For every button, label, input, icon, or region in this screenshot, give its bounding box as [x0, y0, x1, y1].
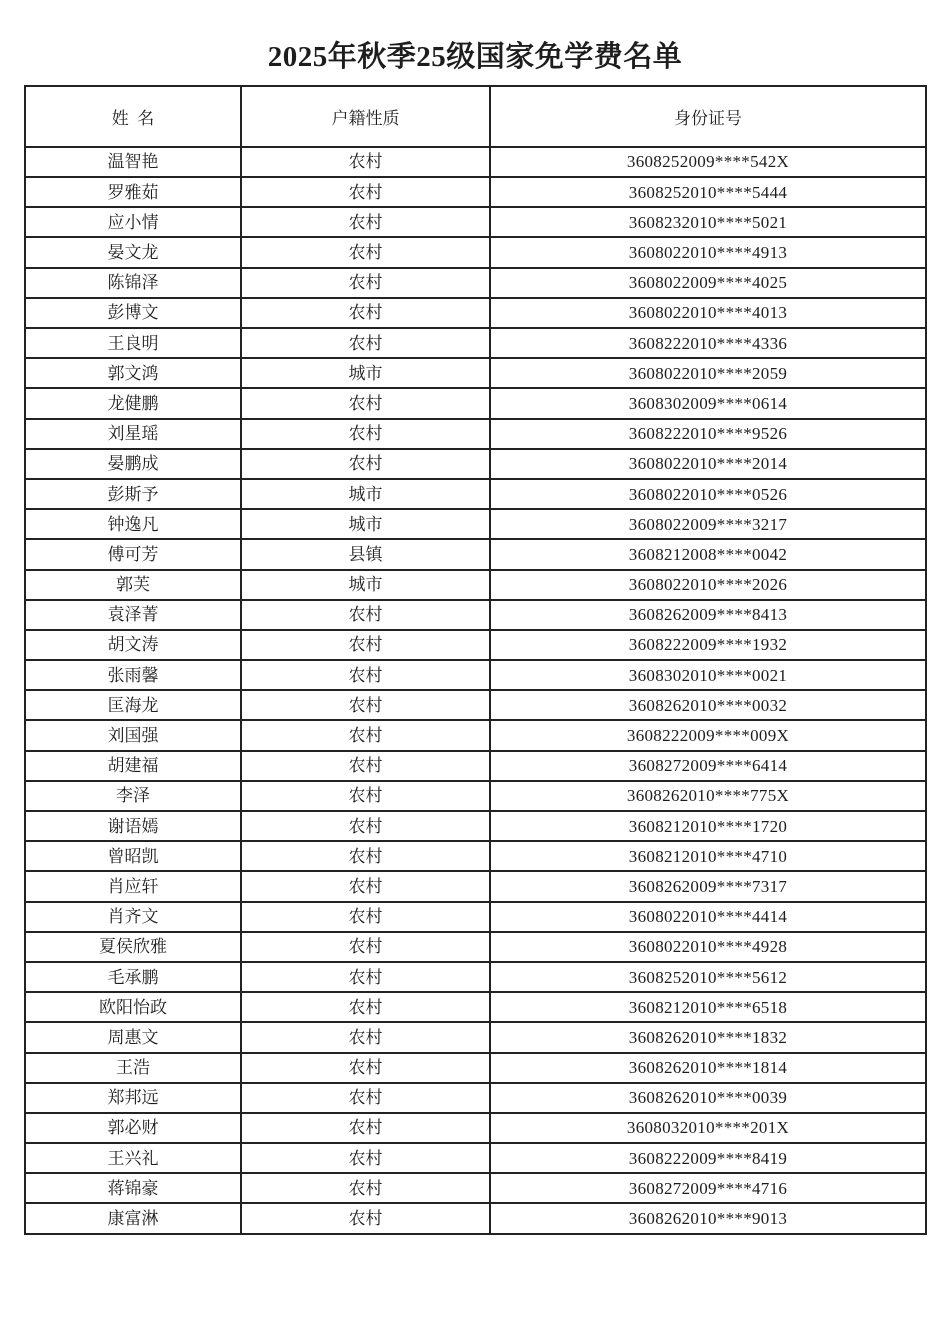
name-cell: 傅可芳: [25, 539, 241, 569]
hukou-type-cell: 农村: [241, 962, 490, 992]
name-cell: 王良明: [25, 328, 241, 358]
name-cell: 郑邦远: [25, 1083, 241, 1113]
name-cell: 欧阳怡政: [25, 992, 241, 1022]
hukou-type-cell: 农村: [241, 419, 490, 449]
table-row: [25, 811, 926, 841]
id-number-cell: 3608252009****542X: [490, 147, 926, 177]
name-cell: 彭博文: [25, 298, 241, 328]
name-cell: 应小情: [25, 207, 241, 237]
id-number-cell: 3608222010****4336: [490, 328, 926, 358]
hukou-type-cell: 农村: [241, 811, 490, 841]
name-cell: 龙健鹏: [25, 388, 241, 418]
hukou-type-cell: 农村: [241, 751, 490, 781]
table-row: [25, 1022, 926, 1052]
hukou-type-cell: 农村: [241, 328, 490, 358]
hukou-type-cell: 城市: [241, 509, 490, 539]
table-row: [25, 690, 926, 720]
table-row: [25, 932, 926, 962]
table-row: [25, 1113, 926, 1143]
id-number-cell: 3608232010****5021: [490, 207, 926, 237]
table-row: [25, 600, 926, 630]
name-cell: 胡建福: [25, 751, 241, 781]
table-row: [25, 751, 926, 781]
hukou-type-cell: 城市: [241, 358, 490, 388]
table-row: [25, 177, 926, 207]
id-number-cell: 3608222009****1932: [490, 630, 926, 660]
hukou-type-cell: 农村: [241, 1113, 490, 1143]
name-cell: 晏鹏成: [25, 449, 241, 479]
hukou-type-cell: 县镇: [241, 539, 490, 569]
id-number-cell: 3608222009****009X: [490, 720, 926, 750]
id-number-cell: 3608222010****9526: [490, 419, 926, 449]
hukou-type-cell: 农村: [241, 177, 490, 207]
table-header: [25, 86, 926, 147]
id-number-cell: 3608272009****4716: [490, 1173, 926, 1203]
name-cell: 张雨馨: [25, 660, 241, 690]
id-number-cell: 3608022010****0526: [490, 479, 926, 509]
id-number-cell: 3608302010****0021: [490, 660, 926, 690]
hukou-type-cell: 农村: [241, 781, 490, 811]
hukou-type-cell: 农村: [241, 1173, 490, 1203]
id-number-cell: 3608262010****0032: [490, 690, 926, 720]
name-cell: 彭斯予: [25, 479, 241, 509]
column-header-hukou-type: 户籍性质: [241, 86, 490, 147]
name-cell: 温智艳: [25, 147, 241, 177]
name-cell: 王浩: [25, 1053, 241, 1083]
column-header-id-number: 身份证号: [490, 86, 926, 147]
hukou-type-cell: 农村: [241, 841, 490, 871]
id-number-cell: 3608022010****4013: [490, 298, 926, 328]
hukou-type-cell: 农村: [241, 1083, 490, 1113]
id-number-cell: 3608022010****2059: [490, 358, 926, 388]
hukou-type-cell: 农村: [241, 147, 490, 177]
name-cell: 李泽: [25, 781, 241, 811]
table-row: [25, 419, 926, 449]
name-cell: 郭必财: [25, 1113, 241, 1143]
name-cell: 郭文鸿: [25, 358, 241, 388]
id-number-cell: 3608022010****4928: [490, 932, 926, 962]
table-row: [25, 539, 926, 569]
table-row: [25, 660, 926, 690]
table-row: [25, 147, 926, 177]
table-row: [25, 781, 926, 811]
table-row: [25, 992, 926, 1022]
table-row: [25, 237, 926, 267]
name-cell: 钟逸凡: [25, 509, 241, 539]
hukou-type-cell: 农村: [241, 660, 490, 690]
id-number-cell: 3608262010****1832: [490, 1022, 926, 1052]
table-row: [25, 207, 926, 237]
hukou-type-cell: 农村: [241, 1143, 490, 1173]
table-row: [25, 1053, 926, 1083]
id-number-cell: 3608212008****0042: [490, 539, 926, 569]
name-cell: 陈锦泽: [25, 268, 241, 298]
table-row: [25, 1203, 926, 1233]
table-row: [25, 1083, 926, 1113]
id-number-cell: 3608022009****4025: [490, 268, 926, 298]
name-cell: 袁泽菁: [25, 600, 241, 630]
name-cell: 蒋锦豪: [25, 1173, 241, 1203]
table-row: [25, 358, 926, 388]
hukou-type-cell: 农村: [241, 720, 490, 750]
table-row: [25, 630, 926, 660]
id-number-cell: 3608262009****8413: [490, 600, 926, 630]
table-row: [25, 298, 926, 328]
name-cell: 康富淋: [25, 1203, 241, 1233]
id-number-cell: 3608252010****5612: [490, 962, 926, 992]
name-cell: 夏侯欣雅: [25, 932, 241, 962]
hukou-type-cell: 农村: [241, 1022, 490, 1052]
id-number-cell: 3608212010****1720: [490, 811, 926, 841]
hukou-type-cell: 农村: [241, 237, 490, 267]
hukou-type-cell: 农村: [241, 871, 490, 901]
hukou-type-cell: 农村: [241, 630, 490, 660]
hukou-type-cell: 农村: [241, 600, 490, 630]
name-cell: 晏文龙: [25, 237, 241, 267]
id-number-cell: 3608272009****6414: [490, 751, 926, 781]
name-cell: 周惠文: [25, 1022, 241, 1052]
name-cell: 肖齐文: [25, 902, 241, 932]
id-number-cell: 3608022010****2026: [490, 570, 926, 600]
tuition-waiver-table: [24, 85, 927, 1235]
page-title: 2025年秋季25级国家免学费名单: [267, 41, 683, 73]
hukou-type-cell: 农村: [241, 298, 490, 328]
id-number-cell: 3608222009****8419: [490, 1143, 926, 1173]
id-number-cell: 3608032010****201X: [490, 1113, 926, 1143]
table-body: [25, 147, 926, 1234]
table-row: [25, 479, 926, 509]
id-number-cell: 3608022010****2014: [490, 449, 926, 479]
hukou-type-cell: 农村: [241, 268, 490, 298]
name-cell: 匡海龙: [25, 690, 241, 720]
table-row: [25, 902, 926, 932]
id-number-cell: 3608022010****4414: [490, 902, 926, 932]
name-cell: 毛承鹏: [25, 962, 241, 992]
hukou-type-cell: 农村: [241, 207, 490, 237]
id-number-cell: 3608212010****6518: [490, 992, 926, 1022]
table-row: [25, 1143, 926, 1173]
name-cell: 郭芙: [25, 570, 241, 600]
name-cell: 刘国强: [25, 720, 241, 750]
hukou-type-cell: 城市: [241, 570, 490, 600]
hukou-type-cell: 农村: [241, 902, 490, 932]
table-row: [25, 962, 926, 992]
id-number-cell: 3608212010****4710: [490, 841, 926, 871]
table-row: [25, 841, 926, 871]
table-row: [25, 328, 926, 358]
table-row: [25, 449, 926, 479]
id-number-cell: 3608022010****4913: [490, 237, 926, 267]
table-row: [25, 720, 926, 750]
id-number-cell: 3608262009****7317: [490, 871, 926, 901]
hukou-type-cell: 农村: [241, 449, 490, 479]
hukou-type-cell: 农村: [241, 690, 490, 720]
table-row: [25, 570, 926, 600]
name-cell: 曾昭凯: [25, 841, 241, 871]
hukou-type-cell: 城市: [241, 479, 490, 509]
header-row: [25, 86, 926, 147]
id-number-cell: 3608262010****775X: [490, 781, 926, 811]
name-cell: 谢语嫣: [25, 811, 241, 841]
id-number-cell: 3608262010****9013: [490, 1203, 926, 1233]
column-header-name: 姓 名: [25, 86, 241, 147]
table-row: [25, 388, 926, 418]
table-row: [25, 1173, 926, 1203]
id-number-cell: 3608262010****1814: [490, 1053, 926, 1083]
table-row: [25, 871, 926, 901]
hukou-type-cell: 农村: [241, 1053, 490, 1083]
hukou-type-cell: 农村: [241, 388, 490, 418]
name-cell: 王兴礼: [25, 1143, 241, 1173]
table-row: [25, 509, 926, 539]
hukou-type-cell: 农村: [241, 992, 490, 1022]
name-cell: 肖应轩: [25, 871, 241, 901]
id-number-cell: 3608262010****0039: [490, 1083, 926, 1113]
name-cell: 罗雅茹: [25, 177, 241, 207]
id-number-cell: 3608022009****3217: [490, 509, 926, 539]
id-number-cell: 3608302009****0614: [490, 388, 926, 418]
id-number-cell: 3608252010****5444: [490, 177, 926, 207]
hukou-type-cell: 农村: [241, 1203, 490, 1233]
table-row: [25, 268, 926, 298]
hukou-type-cell: 农村: [241, 932, 490, 962]
name-cell: 胡文涛: [25, 630, 241, 660]
name-cell: 刘星瑶: [25, 419, 241, 449]
